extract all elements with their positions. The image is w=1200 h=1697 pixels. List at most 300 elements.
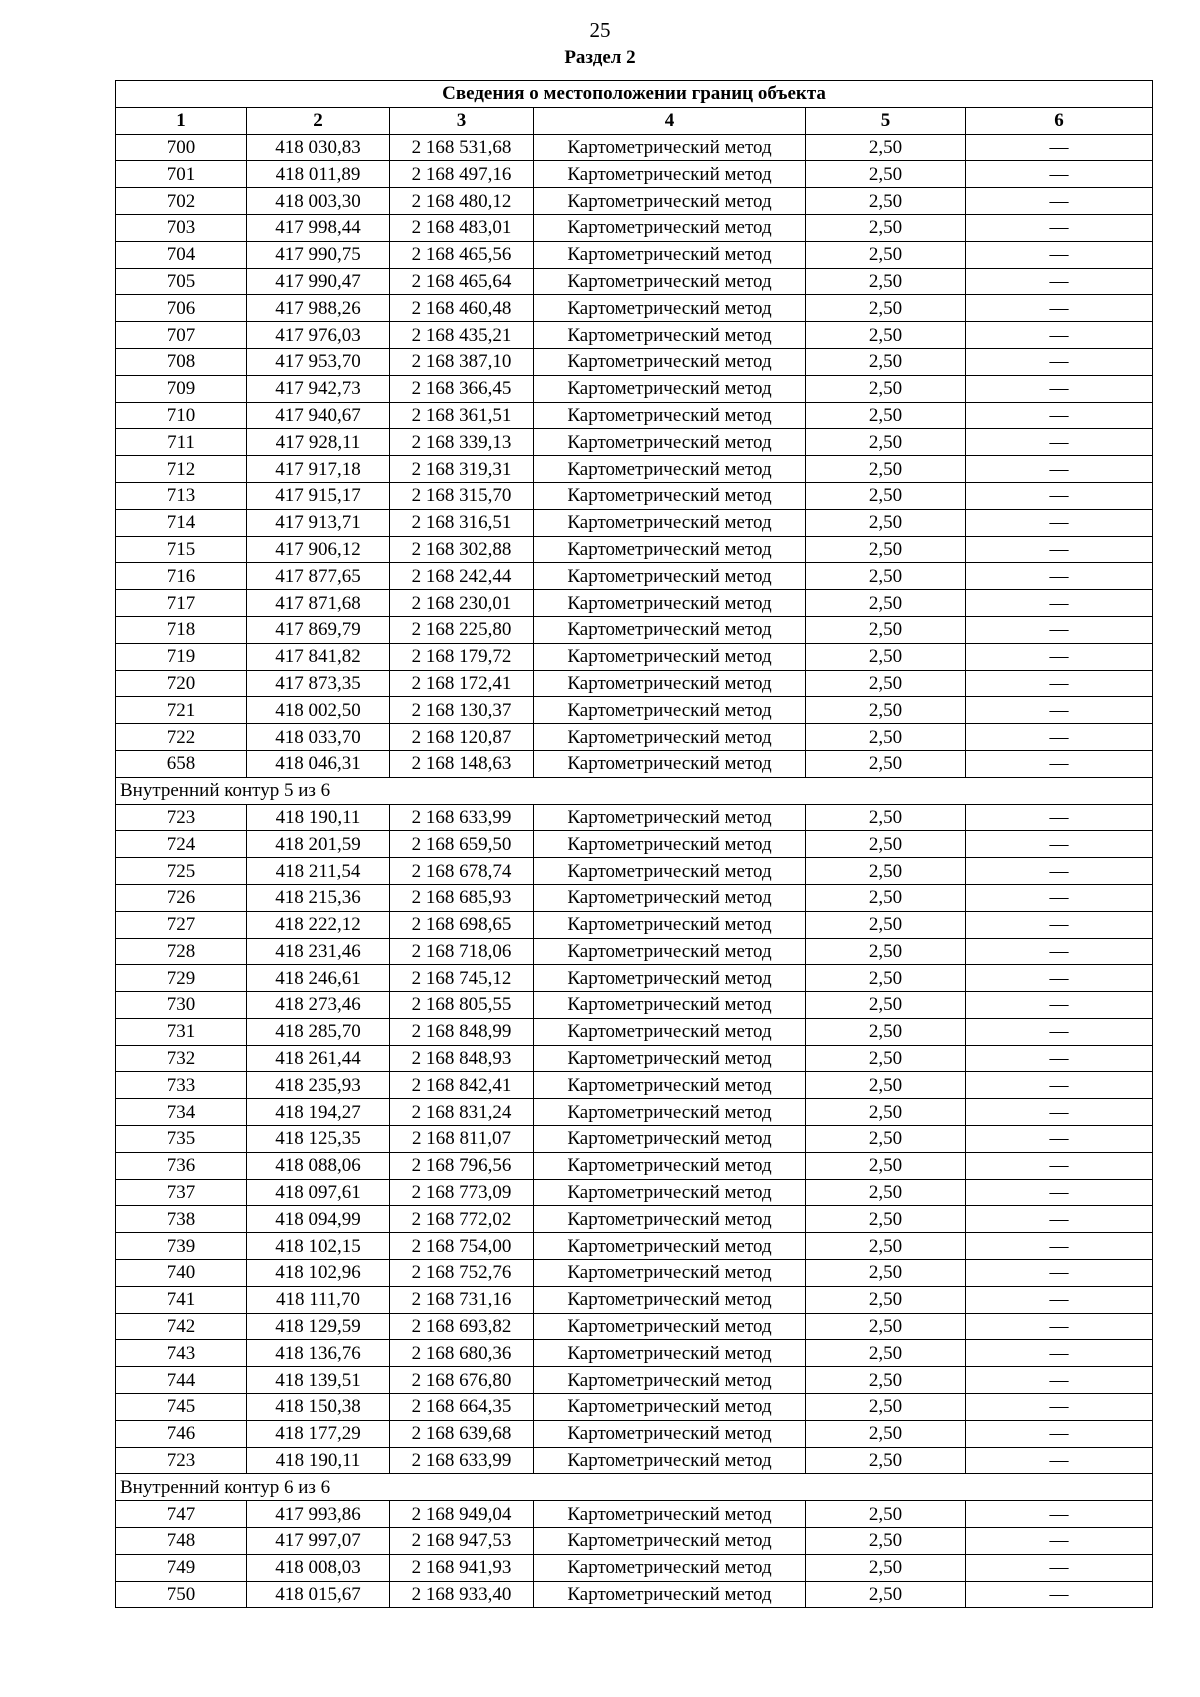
x-coordinate-cell: 418 285,70 (247, 1018, 390, 1045)
description-cell: — (966, 724, 1153, 751)
method-cell: Картометрический метод (534, 1286, 806, 1313)
point-number-cell: 734 (116, 1099, 247, 1126)
accuracy-cell: 2,50 (806, 643, 966, 670)
description-cell: — (966, 590, 1153, 617)
accuracy-cell: 2,50 (806, 750, 966, 777)
table-row (116, 1152, 1153, 1179)
accuracy-cell: 2,50 (806, 616, 966, 643)
x-coordinate-cell: 417 990,47 (247, 268, 390, 295)
description-cell: — (966, 1099, 1153, 1126)
accuracy-cell: 2,50 (806, 938, 966, 965)
table-row (116, 1420, 1153, 1447)
method-cell: Картометрический метод (534, 375, 806, 402)
y-coordinate-cell: 2 168 460,48 (390, 295, 534, 322)
description-cell: — (966, 1554, 1153, 1581)
point-number-cell: 745 (116, 1394, 247, 1421)
table-row (116, 161, 1153, 188)
description-cell: — (966, 348, 1153, 375)
contour-label: Внутренний контур 5 из 6 (116, 777, 1153, 804)
point-number-cell: 733 (116, 1072, 247, 1099)
description-cell: — (966, 1179, 1153, 1206)
y-coordinate-cell: 2 168 366,45 (390, 375, 534, 402)
description-cell: — (966, 295, 1153, 322)
point-number-cell: 731 (116, 1018, 247, 1045)
accuracy-cell: 2,50 (806, 1447, 966, 1474)
table-row (116, 1313, 1153, 1340)
accuracy-cell: 2,50 (806, 1152, 966, 1179)
contour-label: Внутренний контур 6 из 6 (116, 1474, 1153, 1501)
table-row (116, 992, 1153, 1019)
y-coordinate-cell: 2 168 480,12 (390, 188, 534, 215)
table-row (116, 1045, 1153, 1072)
point-number-cell: 739 (116, 1233, 247, 1260)
x-coordinate-cell: 417 928,11 (247, 429, 390, 456)
table-row (116, 643, 1153, 670)
column-header: 2 (247, 107, 390, 134)
table-row (116, 858, 1153, 885)
y-coordinate-cell: 2 168 339,13 (390, 429, 534, 456)
description-cell: — (966, 482, 1153, 509)
description-cell: — (966, 456, 1153, 483)
point-number-cell: 717 (116, 590, 247, 617)
point-number-cell: 702 (116, 188, 247, 215)
x-coordinate-cell: 417 841,82 (247, 643, 390, 670)
y-coordinate-cell: 2 168 796,56 (390, 1152, 534, 1179)
description-cell: — (966, 161, 1153, 188)
table-row (116, 670, 1153, 697)
table-row (116, 188, 1153, 215)
y-coordinate-cell: 2 168 848,99 (390, 1018, 534, 1045)
table-row (116, 1501, 1153, 1528)
x-coordinate-cell: 418 030,83 (247, 134, 390, 161)
method-cell: Картометрический метод (534, 1179, 806, 1206)
x-coordinate-cell: 418 211,54 (247, 858, 390, 885)
description-cell: — (966, 375, 1153, 402)
method-cell: Картометрический метод (534, 482, 806, 509)
x-coordinate-cell: 417 871,68 (247, 590, 390, 617)
x-coordinate-cell: 417 998,44 (247, 214, 390, 241)
y-coordinate-cell: 2 168 230,01 (390, 590, 534, 617)
x-coordinate-cell: 417 873,35 (247, 670, 390, 697)
x-coordinate-cell: 418 002,50 (247, 697, 390, 724)
table-row (116, 884, 1153, 911)
description-cell: — (966, 1528, 1153, 1555)
method-cell: Картометрический метод (534, 1447, 806, 1474)
point-number-cell: 718 (116, 616, 247, 643)
accuracy-cell: 2,50 (806, 1018, 966, 1045)
x-coordinate-cell: 417 906,12 (247, 536, 390, 563)
table-row (116, 429, 1153, 456)
accuracy-cell: 2,50 (806, 1528, 966, 1555)
description-cell: — (966, 563, 1153, 590)
y-coordinate-cell: 2 168 130,37 (390, 697, 534, 724)
description-cell: — (966, 831, 1153, 858)
x-coordinate-cell: 418 231,46 (247, 938, 390, 965)
x-coordinate-cell: 417 953,70 (247, 348, 390, 375)
x-coordinate-cell: 418 094,99 (247, 1206, 390, 1233)
accuracy-cell: 2,50 (806, 884, 966, 911)
accuracy-cell: 2,50 (806, 590, 966, 617)
description-cell: — (966, 1313, 1153, 1340)
accuracy-cell: 2,50 (806, 482, 966, 509)
point-number-cell: 704 (116, 241, 247, 268)
table-row (116, 697, 1153, 724)
point-number-cell: 735 (116, 1126, 247, 1153)
accuracy-cell: 2,50 (806, 1260, 966, 1287)
x-coordinate-cell: 418 190,11 (247, 804, 390, 831)
table-row (116, 482, 1153, 509)
method-cell: Картометрический метод (534, 429, 806, 456)
method-cell: Картометрический метод (534, 697, 806, 724)
y-coordinate-cell: 2 168 676,80 (390, 1367, 534, 1394)
boundary-table (115, 80, 1153, 1608)
accuracy-cell: 2,50 (806, 563, 966, 590)
point-number-cell: 727 (116, 911, 247, 938)
accuracy-cell: 2,50 (806, 670, 966, 697)
accuracy-cell: 2,50 (806, 911, 966, 938)
point-number-cell: 724 (116, 831, 247, 858)
table-row (116, 1233, 1153, 1260)
point-number-cell: 728 (116, 938, 247, 965)
column-header: 4 (534, 107, 806, 134)
y-coordinate-cell: 2 168 242,44 (390, 563, 534, 590)
method-cell: Картометрический метод (534, 509, 806, 536)
x-coordinate-cell: 418 046,31 (247, 750, 390, 777)
point-number-cell: 729 (116, 965, 247, 992)
table-row (116, 1394, 1153, 1421)
method-cell: Картометрический метод (534, 1099, 806, 1126)
description-cell: — (966, 536, 1153, 563)
x-coordinate-cell: 418 273,46 (247, 992, 390, 1019)
method-cell: Картометрический метод (534, 804, 806, 831)
description-cell: — (966, 1394, 1153, 1421)
y-coordinate-cell: 2 168 633,99 (390, 804, 534, 831)
x-coordinate-cell: 418 235,93 (247, 1072, 390, 1099)
x-coordinate-cell: 417 940,67 (247, 402, 390, 429)
method-cell: Картометрический метод (534, 1126, 806, 1153)
y-coordinate-cell: 2 168 949,04 (390, 1501, 534, 1528)
method-cell: Картометрический метод (534, 1340, 806, 1367)
point-number-cell: 730 (116, 992, 247, 1019)
point-number-cell: 714 (116, 509, 247, 536)
method-cell: Картометрический метод (534, 1501, 806, 1528)
page-number: 25 (589, 18, 611, 42)
method-cell: Картометрический метод (534, 938, 806, 965)
description-cell: — (966, 134, 1153, 161)
table-row (116, 1206, 1153, 1233)
y-coordinate-cell: 2 168 316,51 (390, 509, 534, 536)
y-coordinate-cell: 2 168 693,82 (390, 1313, 534, 1340)
table-row (116, 1447, 1153, 1474)
accuracy-cell: 2,50 (806, 1394, 966, 1421)
table-row (116, 1528, 1153, 1555)
point-number-cell: 710 (116, 402, 247, 429)
description-cell: — (966, 1126, 1153, 1153)
x-coordinate-cell: 418 190,11 (247, 1447, 390, 1474)
accuracy-cell: 2,50 (806, 1501, 966, 1528)
point-number-cell: 746 (116, 1420, 247, 1447)
x-coordinate-cell: 418 194,27 (247, 1099, 390, 1126)
x-coordinate-cell: 418 246,61 (247, 965, 390, 992)
description-cell: — (966, 858, 1153, 885)
method-cell: Картометрический метод (534, 268, 806, 295)
description-cell: — (966, 1581, 1153, 1608)
accuracy-cell: 2,50 (806, 1313, 966, 1340)
method-cell: Картометрический метод (534, 590, 806, 617)
method-cell: Картометрический метод (534, 1581, 806, 1608)
y-coordinate-cell: 2 168 302,88 (390, 536, 534, 563)
description-cell: — (966, 884, 1153, 911)
table-row (116, 938, 1153, 965)
accuracy-cell: 2,50 (806, 295, 966, 322)
y-coordinate-cell: 2 168 805,55 (390, 992, 534, 1019)
column-header: 3 (390, 107, 534, 134)
x-coordinate-cell: 417 997,07 (247, 1528, 390, 1555)
y-coordinate-cell: 2 168 664,35 (390, 1394, 534, 1421)
accuracy-cell: 2,50 (806, 1045, 966, 1072)
method-cell: Картометрический метод (534, 1394, 806, 1421)
description-cell: — (966, 1072, 1153, 1099)
description-cell: — (966, 643, 1153, 670)
method-cell: Картометрический метод (534, 1420, 806, 1447)
table-row (116, 750, 1153, 777)
point-number-cell: 726 (116, 884, 247, 911)
accuracy-cell: 2,50 (806, 429, 966, 456)
description-cell: — (966, 911, 1153, 938)
point-number-cell: 721 (116, 697, 247, 724)
description-cell: — (966, 1286, 1153, 1313)
method-cell: Картометрический метод (534, 992, 806, 1019)
x-coordinate-cell: 418 222,12 (247, 911, 390, 938)
description-cell: — (966, 1447, 1153, 1474)
description-cell: — (966, 1018, 1153, 1045)
y-coordinate-cell: 2 168 387,10 (390, 348, 534, 375)
section-title: Раздел 2 (564, 47, 636, 68)
point-number-cell: 738 (116, 1206, 247, 1233)
table-row (116, 295, 1153, 322)
y-coordinate-cell: 2 168 633,99 (390, 1447, 534, 1474)
point-number-cell: 743 (116, 1340, 247, 1367)
method-cell: Картометрический метод (534, 134, 806, 161)
x-coordinate-cell: 418 088,06 (247, 1152, 390, 1179)
point-number-cell: 709 (116, 375, 247, 402)
accuracy-cell: 2,50 (806, 1233, 966, 1260)
description-cell: — (966, 992, 1153, 1019)
x-coordinate-cell: 418 125,35 (247, 1126, 390, 1153)
accuracy-cell: 2,50 (806, 241, 966, 268)
x-coordinate-cell: 418 201,59 (247, 831, 390, 858)
x-coordinate-cell: 417 915,17 (247, 482, 390, 509)
table-row (116, 831, 1153, 858)
description-cell: — (966, 1045, 1153, 1072)
description-cell: — (966, 1501, 1153, 1528)
point-number-cell: 703 (116, 214, 247, 241)
method-cell: Картометрический метод (534, 1206, 806, 1233)
description-cell: — (966, 1367, 1153, 1394)
y-coordinate-cell: 2 168 678,74 (390, 858, 534, 885)
method-cell: Картометрический метод (534, 1260, 806, 1287)
method-cell: Картометрический метод (534, 1072, 806, 1099)
accuracy-cell: 2,50 (806, 1099, 966, 1126)
x-coordinate-cell: 418 015,67 (247, 1581, 390, 1608)
method-cell: Картометрический метод (534, 831, 806, 858)
x-coordinate-cell: 418 003,30 (247, 188, 390, 215)
table-row (116, 402, 1153, 429)
table-row (116, 1179, 1153, 1206)
accuracy-cell: 2,50 (806, 1286, 966, 1313)
table-header-row (116, 107, 1153, 134)
y-coordinate-cell: 2 168 831,24 (390, 1099, 534, 1126)
y-coordinate-cell: 2 168 745,12 (390, 965, 534, 992)
x-coordinate-cell: 418 215,36 (247, 884, 390, 911)
table-row (116, 1126, 1153, 1153)
contour-label-row (116, 1474, 1153, 1501)
column-header: 1 (116, 107, 247, 134)
description-cell: — (966, 697, 1153, 724)
x-coordinate-cell: 418 097,61 (247, 1179, 390, 1206)
y-coordinate-cell: 2 168 465,56 (390, 241, 534, 268)
accuracy-cell: 2,50 (806, 1420, 966, 1447)
point-number-cell: 708 (116, 348, 247, 375)
y-coordinate-cell: 2 168 685,93 (390, 884, 534, 911)
table-row (116, 1072, 1153, 1099)
point-number-cell: 723 (116, 804, 247, 831)
y-coordinate-cell: 2 168 947,53 (390, 1528, 534, 1555)
point-number-cell: 706 (116, 295, 247, 322)
contour-label-row (116, 777, 1153, 804)
method-cell: Картометрический метод (534, 348, 806, 375)
table-row (116, 214, 1153, 241)
table-row (116, 134, 1153, 161)
method-cell: Картометрический метод (534, 188, 806, 215)
point-number-cell: 747 (116, 1501, 247, 1528)
y-coordinate-cell: 2 168 225,80 (390, 616, 534, 643)
x-coordinate-cell: 418 111,70 (247, 1286, 390, 1313)
accuracy-cell: 2,50 (806, 402, 966, 429)
x-coordinate-cell: 417 877,65 (247, 563, 390, 590)
method-cell: Картометрический метод (534, 536, 806, 563)
table-row (116, 1018, 1153, 1045)
accuracy-cell: 2,50 (806, 965, 966, 992)
y-coordinate-cell: 2 168 752,76 (390, 1260, 534, 1287)
y-coordinate-cell: 2 168 941,93 (390, 1554, 534, 1581)
accuracy-cell: 2,50 (806, 1072, 966, 1099)
method-cell: Картометрический метод (534, 724, 806, 751)
description-cell: — (966, 214, 1153, 241)
y-coordinate-cell: 2 168 483,01 (390, 214, 534, 241)
y-coordinate-cell: 2 168 361,51 (390, 402, 534, 429)
table-row (116, 590, 1153, 617)
table-row (116, 1554, 1153, 1581)
accuracy-cell: 2,50 (806, 509, 966, 536)
accuracy-cell: 2,50 (806, 1581, 966, 1608)
description-cell: — (966, 616, 1153, 643)
x-coordinate-cell: 418 136,76 (247, 1340, 390, 1367)
y-coordinate-cell: 2 168 435,21 (390, 322, 534, 349)
y-coordinate-cell: 2 168 754,00 (390, 1233, 534, 1260)
table-row (116, 616, 1153, 643)
point-number-cell: 707 (116, 322, 247, 349)
method-cell: Картометрический метод (534, 161, 806, 188)
x-coordinate-cell: 418 177,29 (247, 1420, 390, 1447)
method-cell: Картометрический метод (534, 911, 806, 938)
y-coordinate-cell: 2 168 680,36 (390, 1340, 534, 1367)
table-row (116, 509, 1153, 536)
accuracy-cell: 2,50 (806, 1126, 966, 1153)
description-cell: — (966, 1206, 1153, 1233)
method-cell: Картометрический метод (534, 1554, 806, 1581)
point-number-cell: 736 (116, 1152, 247, 1179)
method-cell: Картометрический метод (534, 241, 806, 268)
point-number-cell: 658 (116, 750, 247, 777)
method-cell: Картометрический метод (534, 616, 806, 643)
accuracy-cell: 2,50 (806, 1340, 966, 1367)
description-cell: — (966, 509, 1153, 536)
method-cell: Картометрический метод (534, 214, 806, 241)
table-row (116, 322, 1153, 349)
method-cell: Картометрический метод (534, 750, 806, 777)
description-cell: — (966, 402, 1153, 429)
x-coordinate-cell: 418 129,59 (247, 1313, 390, 1340)
x-coordinate-cell: 417 869,79 (247, 616, 390, 643)
y-coordinate-cell: 2 168 731,16 (390, 1286, 534, 1313)
accuracy-cell: 2,50 (806, 1367, 966, 1394)
accuracy-cell: 2,50 (806, 858, 966, 885)
accuracy-cell: 2,50 (806, 992, 966, 1019)
method-cell: Картометрический метод (534, 1152, 806, 1179)
accuracy-cell: 2,50 (806, 134, 966, 161)
y-coordinate-cell: 2 168 319,31 (390, 456, 534, 483)
table-row (116, 1286, 1153, 1313)
y-coordinate-cell: 2 168 465,64 (390, 268, 534, 295)
y-coordinate-cell: 2 168 315,70 (390, 482, 534, 509)
accuracy-cell: 2,50 (806, 188, 966, 215)
point-number-cell: 713 (116, 482, 247, 509)
point-number-cell: 700 (116, 134, 247, 161)
accuracy-cell: 2,50 (806, 268, 966, 295)
point-number-cell: 741 (116, 1286, 247, 1313)
method-cell: Картометрический метод (534, 858, 806, 885)
table-row (116, 724, 1153, 751)
method-cell: Картометрический метод (534, 1313, 806, 1340)
table-title-row (116, 81, 1153, 108)
point-number-cell: 742 (116, 1313, 247, 1340)
column-header: 6 (966, 107, 1153, 134)
accuracy-cell: 2,50 (806, 375, 966, 402)
table-row (116, 804, 1153, 831)
accuracy-cell: 2,50 (806, 831, 966, 858)
description-cell: — (966, 268, 1153, 295)
method-cell: Картометрический метод (534, 1045, 806, 1072)
point-number-cell: 715 (116, 536, 247, 563)
y-coordinate-cell: 2 168 172,41 (390, 670, 534, 697)
point-number-cell: 712 (116, 456, 247, 483)
table-row (116, 536, 1153, 563)
method-cell: Картометрический метод (534, 295, 806, 322)
method-cell: Картометрический метод (534, 402, 806, 429)
description-cell: — (966, 1340, 1153, 1367)
x-coordinate-cell: 418 033,70 (247, 724, 390, 751)
point-number-cell: 722 (116, 724, 247, 751)
x-coordinate-cell: 418 150,38 (247, 1394, 390, 1421)
table-row (116, 348, 1153, 375)
accuracy-cell: 2,50 (806, 804, 966, 831)
table-row (116, 1340, 1153, 1367)
point-number-cell: 723 (116, 1447, 247, 1474)
y-coordinate-cell: 2 168 772,02 (390, 1206, 534, 1233)
table-row (116, 911, 1153, 938)
x-coordinate-cell: 417 993,86 (247, 1501, 390, 1528)
